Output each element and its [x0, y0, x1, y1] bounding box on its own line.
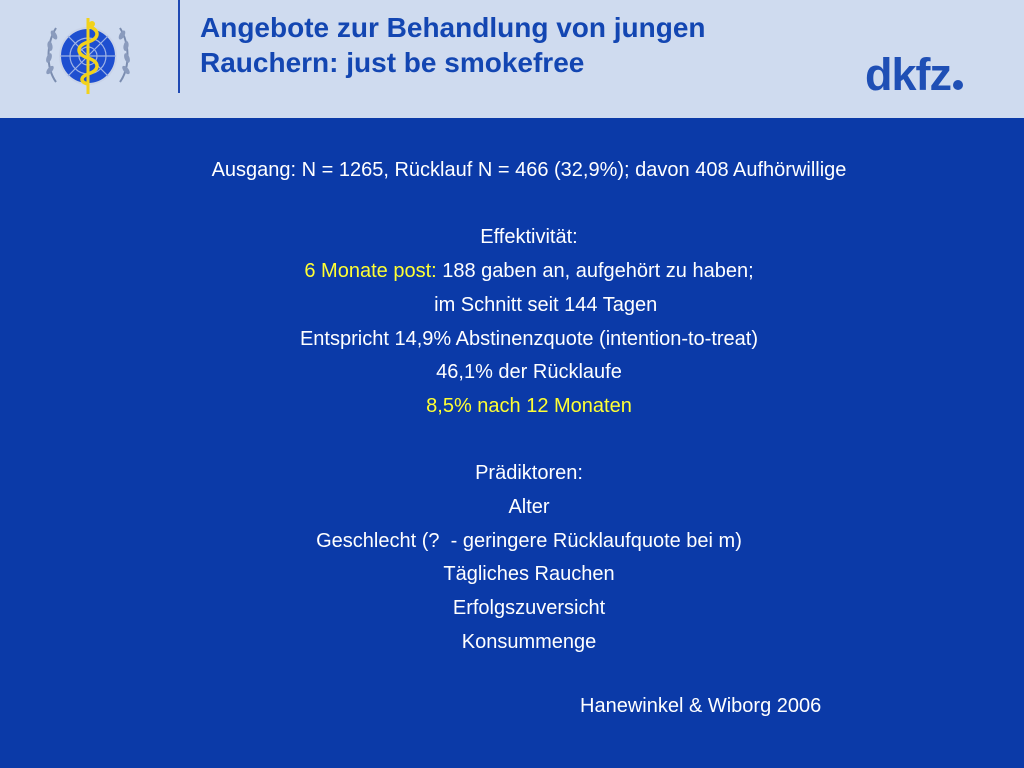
dkfz-logo-dot	[953, 80, 963, 90]
six-months-continuation: im Schnitt seit 144 Tagen	[400, 293, 658, 316]
header-divider	[178, 0, 180, 93]
predictor-item: Tägliches Rauchen	[443, 563, 615, 586]
dkfz-logo	[865, 49, 963, 100]
predictors-heading: Prädiktoren:	[475, 462, 583, 485]
intro-line: Ausgang: N = 1265, Rücklauf N = 466 (32,9%); davon 408 Aufhörwillige	[211, 159, 847, 181]
abstinence-line: Entspricht 14,9% Abstinenzquote (intention-to-treat)	[299, 327, 759, 350]
title-line-1: Angebote zur Behandlung von jungen	[200, 12, 706, 43]
six-months-text: 188 gaben an, aufgehört zu haben;	[436, 260, 754, 283]
spacer	[20, 424, 1024, 458]
slide-body	[20, 154, 1024, 660]
six-months-line	[20, 255, 1024, 289]
title-line-2: Rauchern: just be smokefree	[200, 47, 585, 78]
citation: Hanewinkel & Wiborg 2006	[580, 695, 822, 717]
who-emblem-icon	[42, 10, 134, 102]
predictor-item: Erfolgszuversicht	[452, 597, 606, 620]
predictor-item: Geschlecht (? - geringere Rücklaufquote bei m)	[316, 529, 742, 552]
header-rule	[0, 118, 1024, 121]
predictor-item: Alter	[508, 496, 550, 518]
slide-title	[200, 10, 840, 80]
six-months-label: 6 Monate post:	[304, 260, 437, 283]
returns-line: 46,1% der Rücklaufe	[436, 361, 622, 384]
predictor-item: Konsummenge	[461, 630, 597, 653]
dkfz-logo-text: dkfz	[865, 49, 951, 100]
spacer	[20, 188, 1024, 222]
effectiveness-heading: Effektivität:	[480, 226, 578, 249]
twelve-months-line: 8,5% nach 12 Monaten	[426, 394, 632, 417]
